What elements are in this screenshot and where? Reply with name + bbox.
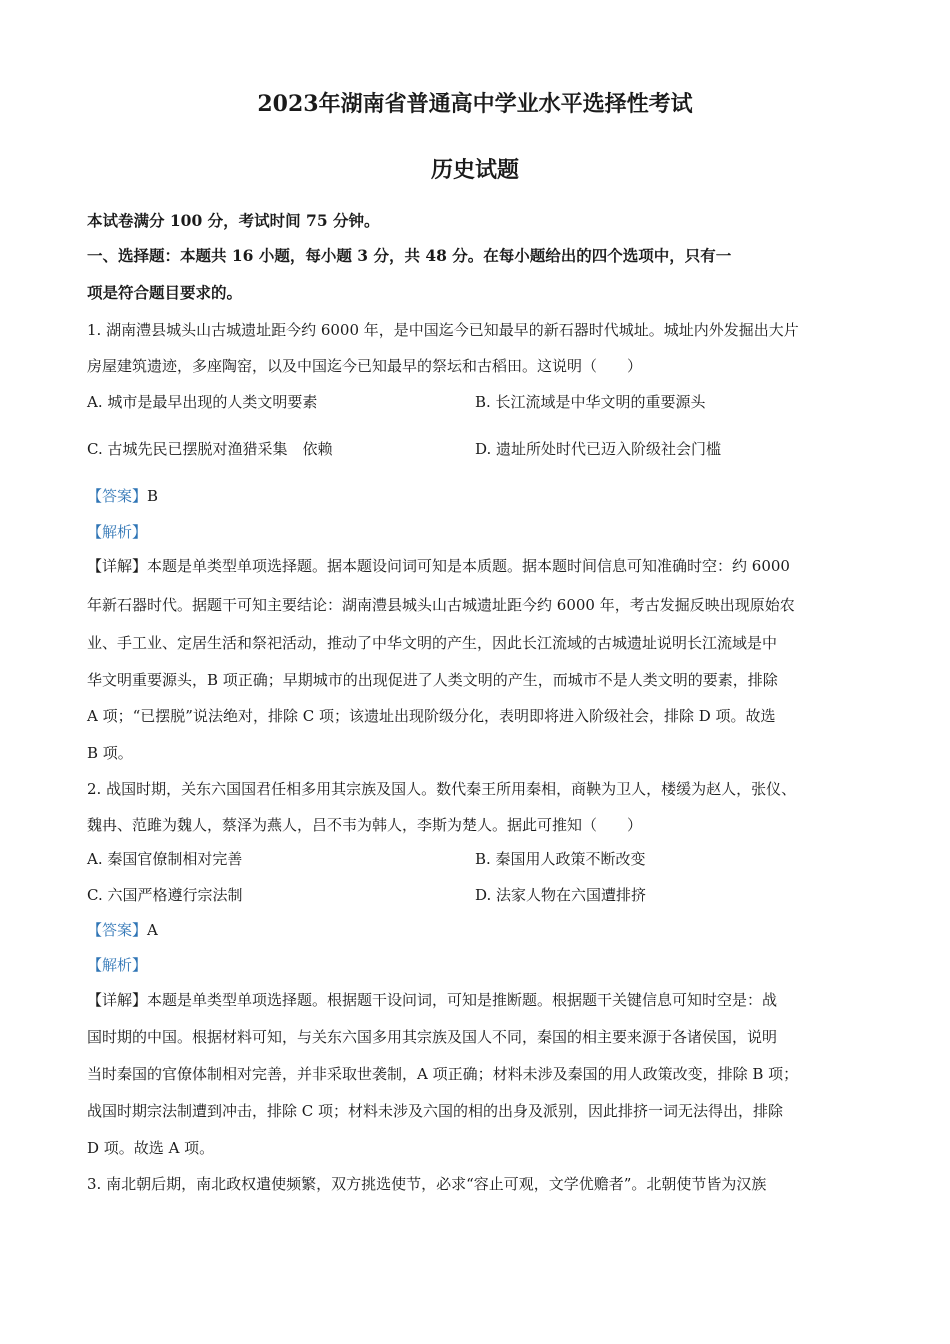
q2-option-c: C. 六国严格遵行宗法制 xyxy=(87,886,243,904)
q1-detail-line4: 华文明重要源头，B 项正确；早期城市的出现促进了人类文明的产生，而城市不是人类文明的要素，排除 xyxy=(87,671,778,689)
q1-option-a: A. 城市是最早出现的人类文明要素 xyxy=(87,393,318,411)
q2-analysis-label: 【解析】 xyxy=(87,956,148,974)
q1-detail-line3: 业、手工业、定居生活和祭祀活动，推动了中华文明的产生，因此长江流域的古城遗址说明长江流域是中 xyxy=(87,634,778,652)
q1-detail-line6: B 项。 xyxy=(87,744,133,762)
q1-answer xyxy=(87,486,158,506)
section-heading-line1: 一、选择题：本题共 16 小题，每小题 3 分，共 48 分。在每小题给出的四个选项中，只有一 xyxy=(87,246,732,265)
q1-detail-line1 xyxy=(87,556,790,576)
detail-label: 【详解】 xyxy=(87,557,148,575)
q2-stem-line1: 2. 战国时期，关东六国国君任相多用其宗族及国人。数代秦王所用秦相，商鞅为卫人，楼缓为赵人，张仪、 xyxy=(87,780,797,798)
detail-label: 【详解】 xyxy=(87,991,148,1009)
q2-detail-line3: 当时秦国的官僚体制相对完善，并非采取世袭制，A 项正确；材料未涉及秦国的用人政策改变，排除 B 项； xyxy=(87,1065,799,1083)
q1-detail-text1: 本题是单类型单项选择题。据本题设问词可知是本质题。据本题时间信息可知准确时空：约 6000 xyxy=(147,557,790,575)
section-heading-line2: 项是符合题目要求的。 xyxy=(87,283,243,302)
exam-info: 本试卷满分 100 分，考试时间 75 分钟。 xyxy=(87,211,380,230)
q2-detail-line1 xyxy=(87,990,777,1010)
q1-answer-value: B xyxy=(147,487,159,505)
q2-detail-line5: D 项。故选 A 项。 xyxy=(87,1139,215,1157)
document-title: 2023年湖南省普通高中学业水平选择性考试 xyxy=(257,91,693,117)
q2-detail-text1: 本题是单类型单项选择题。根据题干设问词，可知是推断题。根据题干关键信息可知时空是：战 xyxy=(147,991,778,1009)
q1-option-d: D. 遗址所处时代已迈入阶级社会门槛 xyxy=(475,440,722,458)
q1-analysis-label: 【解析】 xyxy=(87,523,148,541)
q2-detail-line2: 国时期的中国。根据材料可知，与关东六国多用其宗族及国人不同，秦国的相主要来源于各诸侯国，说明 xyxy=(87,1028,778,1046)
q1-detail-line2: 年新石器时代。据题干可知主要结论：湖南澧县城头山古城遗址距今约 6000 年，考古发掘反映出现原始农 xyxy=(87,596,795,614)
q2-answer xyxy=(87,920,158,940)
q2-detail-line4: 战国时期宗法制遭到冲击，排除 C 项；材料未涉及六国的相的出身及派别，因此排挤一词无法得出，排除 xyxy=(87,1102,784,1120)
answer-label: 【答案】 xyxy=(87,921,148,939)
q3-stem-line1: 3. 南北朝后期，南北政权遣使频繁，双方挑选使节，必求“容止可观，文学优赡者”。北朝使节皆为汉族 xyxy=(87,1175,767,1193)
q2-option-d: D. 法家人物在六国遭排挤 xyxy=(475,886,647,904)
q1-option-b: B. 长江流域是中华文明的重要源头 xyxy=(475,393,706,411)
q2-option-a: A. 秦国官僚制相对完善 xyxy=(87,850,243,868)
q1-stem-line1: 1. 湖南澧县城头山古城遗址距今约 6000 年，是中国迄今已知最早的新石器时代城址。城址内外发掘出大片 xyxy=(87,321,799,339)
q2-option-b: B. 秦国用人政策不断改变 xyxy=(475,850,646,868)
q1-option-c: C. 古城先民已摆脱对渔猎采集 依赖 xyxy=(87,440,333,458)
q1-stem-line2: 房屋建筑遗迹，多座陶窑，以及中国迄今已知最早的祭坛和古稻田。这说明（ ） xyxy=(87,357,643,375)
q2-answer-value: A xyxy=(147,921,158,939)
answer-label: 【答案】 xyxy=(87,487,148,505)
q1-detail-line5: A 项；“已摆脱”说法绝对，排除 C 项；该遗址出现阶级分化，表明即将进入阶级社会，排除 D 项。故选 xyxy=(87,707,776,725)
q2-stem-line2: 魏冉、范雎为魏人，蔡泽为燕人，吕不韦为韩人，李斯为楚人。据此可推知（ ） xyxy=(87,816,643,834)
document-subtitle: 历史试题 xyxy=(430,157,519,183)
